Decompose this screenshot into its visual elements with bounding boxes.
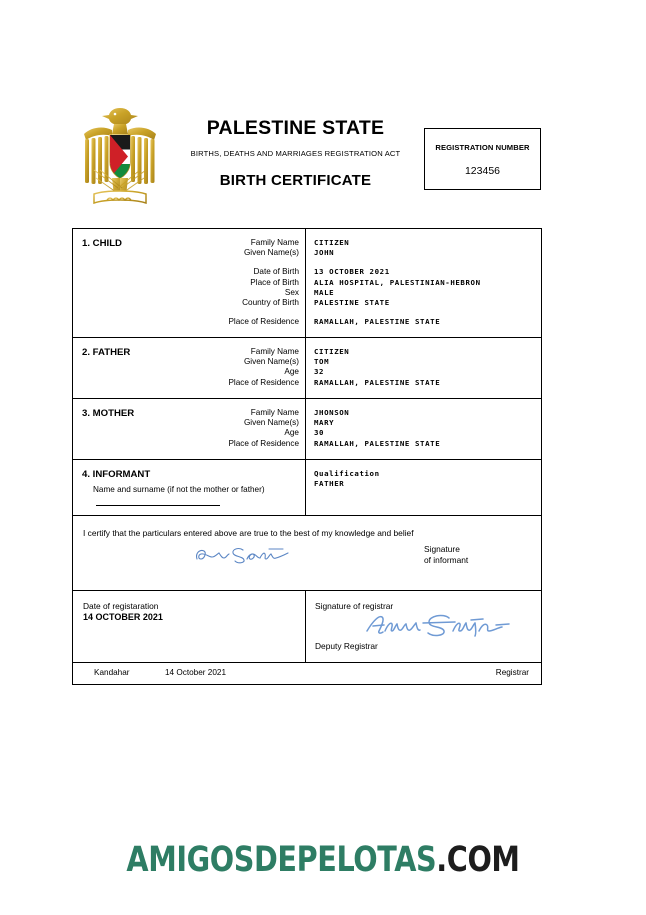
informant-name-input-line[interactable]	[96, 505, 220, 506]
value-mother-age: 30	[314, 428, 325, 438]
informant-name-label: Name and surname (if not the mother or father)	[93, 485, 265, 494]
informant-signature-label-line2: of informant	[424, 555, 469, 565]
label-date-of-birth: Date of Birth	[253, 267, 299, 277]
section-child-title: 1. CHILD	[82, 238, 122, 249]
section-child	[73, 229, 541, 338]
label-father-age: Age	[284, 367, 299, 377]
certificate-form-table	[72, 228, 542, 685]
section-informant-left	[73, 460, 306, 515]
label-mother-age: Age	[284, 428, 299, 438]
section-father-title: 2. FATHER	[82, 347, 131, 358]
label-place-of-residence: Place of Residence	[228, 317, 299, 327]
registration-date-value: 14 OCTOBER 2021	[83, 612, 163, 622]
label-father-family-name: Family Name	[250, 347, 299, 356]
value-mother-family-name: JHONSON	[314, 408, 350, 417]
registration-act-subtitle: BIRTHS, DEATHS AND MARRIAGES REGISTRATION ACT	[190, 149, 401, 159]
registration-date-label: Date of registaration	[83, 601, 159, 611]
section-mother-labels	[228, 408, 299, 449]
watermark-primary-text: AMIGOSDEPELOTAS	[126, 840, 437, 880]
section-mother-title: 3. MOTHER	[82, 408, 135, 419]
title-block	[168, 118, 423, 189]
registrar-signature	[363, 611, 513, 639]
value-child-given-names: JOHN	[314, 248, 335, 258]
value-mother-place-of-residence: RAMALLAH, PALESTINE STATE	[314, 438, 441, 448]
label-mother-place-of-residence: Place of Residence	[228, 438, 299, 448]
value-qualification: FATHER	[314, 479, 345, 489]
value-child-place-of-birth: ALIA HOSPITAL, PALESTINIAN-HEBRON	[314, 277, 481, 287]
value-father-family-name: CITIZEN	[314, 347, 350, 356]
section-registration	[73, 591, 541, 663]
value-child-sex: MALE	[314, 287, 335, 297]
registrar-signature-label: Signature of registrar	[315, 601, 394, 611]
value-child-place-of-residence: RAMALLAH, PALESTINE STATE	[314, 317, 441, 327]
label-father-place-of-residence: Place of Residence	[228, 377, 299, 387]
value-father-age: 32	[314, 367, 325, 377]
palestine-coat-of-arms-eagle-icon	[72, 104, 168, 210]
deputy-registrar-label: Deputy Registrar	[315, 641, 378, 651]
section-child-left	[73, 229, 306, 337]
value-father-place-of-residence: RAMALLAH, PALESTINE STATE	[314, 377, 441, 387]
value-father-given-names: TOM	[314, 357, 330, 367]
section-footer	[73, 663, 541, 684]
registration-number-label: REGISTRATION NUMBER	[435, 143, 530, 152]
registration-number-value: 123456	[464, 165, 501, 177]
document-type-title: BIRTH CERTIFICATE	[219, 172, 372, 190]
label-country-of-birth: Country of Birth	[242, 298, 299, 308]
section-mother-values	[306, 399, 541, 459]
informant-signature-label	[424, 544, 468, 566]
label-place-of-birth: Place of Birth	[250, 277, 299, 287]
registration-date-cell	[73, 591, 306, 662]
certificate-header	[72, 104, 542, 216]
label-given-names: Given Name(s)	[243, 248, 299, 258]
footer-registrar-role: Registrar	[495, 668, 529, 677]
label-family-name: Family Name	[250, 238, 299, 247]
label-qualification: Qualification	[314, 469, 380, 478]
section-informant-values	[306, 460, 541, 515]
label-mother-family-name: Family Name	[250, 408, 299, 417]
section-father-left	[73, 338, 306, 398]
section-child-labels	[228, 238, 299, 327]
value-child-date-of-birth: 13 OCTOBER 2021	[314, 267, 390, 277]
watermark-secondary-text: .COM	[436, 840, 520, 880]
label-father-given-names: Given Name(s)	[243, 357, 299, 367]
section-child-values	[306, 229, 541, 337]
section-father	[73, 338, 541, 399]
informant-signature-label-line1: Signature	[424, 544, 460, 554]
section-informant-title: 4. INFORMANT	[82, 469, 151, 480]
label-sex: Sex	[284, 287, 299, 297]
registrar-signature-cell	[306, 591, 541, 662]
site-watermark	[58, 840, 588, 880]
section-mother	[73, 399, 541, 460]
certification-statement: I certify that the particulars entered above are true to the best of my knowledge and belief	[83, 528, 414, 538]
footer-date: 14 October 2021	[165, 668, 226, 677]
section-father-values	[306, 338, 541, 398]
informant-signature	[191, 542, 311, 568]
registration-number-box	[424, 128, 541, 190]
value-child-family-name: CITIZEN	[314, 238, 350, 247]
value-child-country-of-birth: PALESTINE STATE	[314, 298, 390, 308]
footer-place: Kandahar	[94, 668, 130, 677]
page-title: PALESTINE STATE	[206, 117, 385, 139]
value-mother-given-names: MARY	[314, 418, 335, 428]
section-informant	[73, 460, 541, 516]
label-mother-given-names: Given Name(s)	[243, 418, 299, 428]
section-certification	[73, 516, 541, 591]
section-father-labels	[228, 347, 299, 388]
section-mother-left	[73, 399, 306, 459]
